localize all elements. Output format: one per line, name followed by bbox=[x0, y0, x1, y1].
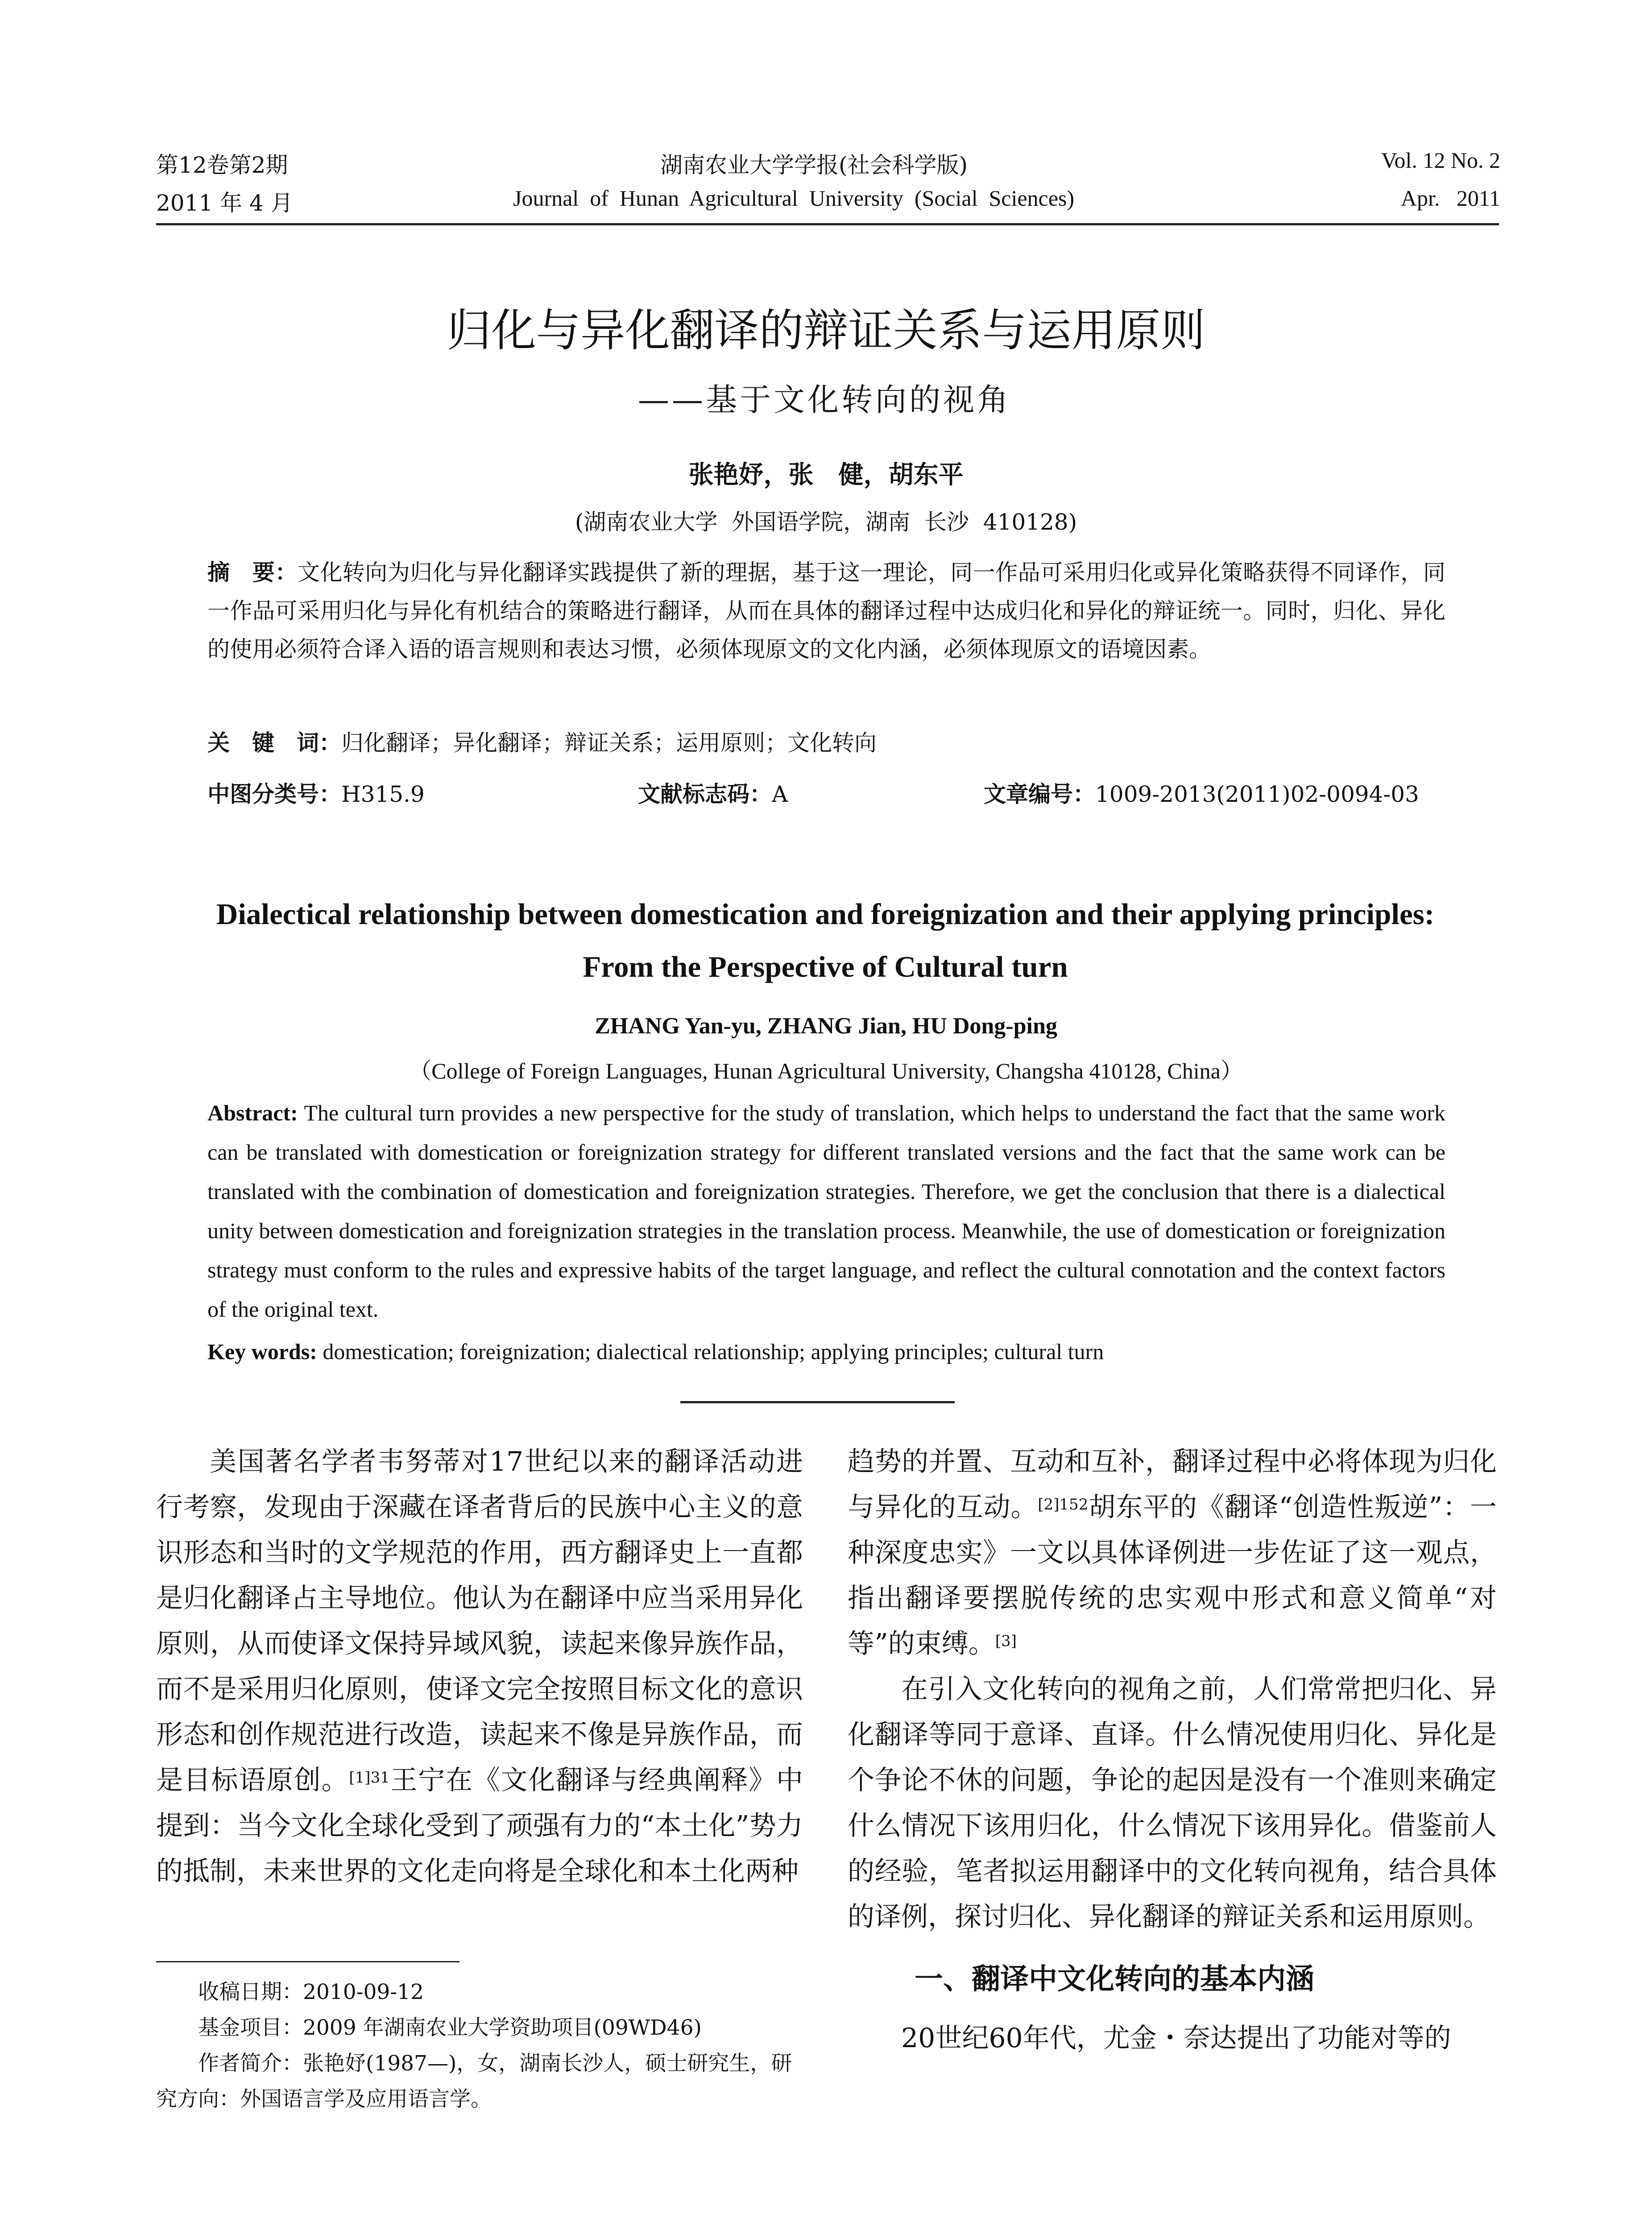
body-paragraph: 20世纪60年代，尤金・奈达提出了功能对等的 bbox=[901, 2023, 1451, 2054]
citation-ref: [3] bbox=[995, 1632, 1017, 1650]
abstract-cn-text: 文化转向为归化与异化翻译实践提供了新的理据，基于这一理论，同一作品可采用归化或异化策略获得不同译作，同一作品可采用归化与异化有机结合的策略进行翻译，从而在具体的翻译过程中达成归化和异化的辩证统一。同时，归化、异化的使用必须符合译入语的语言规则和表达习惯，必须体现原文的文化内涵，必须体现原文的语境因素。 bbox=[207, 560, 1446, 662]
clc-value: H315.9 bbox=[341, 781, 425, 807]
title-cn: 归化与异化翻译的辩证关系与运用原则 bbox=[447, 304, 1205, 357]
clc-label: 中图分类号： bbox=[207, 781, 341, 807]
header-journal-cn: 湖南农业大学学报(社会科学版) bbox=[660, 152, 968, 178]
body-right-column bbox=[848, 1439, 1497, 2061]
body-text: 趋势的并置、互动和互补，翻译过程中必将体现为归化与异化的互动。 bbox=[848, 1446, 1497, 1523]
abstract-cn bbox=[207, 553, 1445, 668]
body-left-column bbox=[156, 1439, 803, 1894]
title-en: Dialectical relationship between domestication and foreignization and their applying principles: From the Perspective of Cultural turn bbox=[216, 898, 1435, 983]
header-volume-issue-cn: 第12卷第2期 bbox=[156, 152, 288, 178]
body-text: 美国著名学者韦努蒂对17世纪以来的翻译活动进行考察，发现由于深藏在译者背后的民族中心主义的意识形态和当时的文学规范的作用，西方翻译史上一直都是归化翻译占主导地位。他认为在翻译中应当采用异化原则，从而使译文保持异域风貌，读起来像异族作品，而不是采用归化原则，使译文完全按照目标文化的意识形态和创作规范进行改造，读起来不像是异族作品，而是目标语原创。 bbox=[156, 1446, 803, 1796]
footnote-rule bbox=[156, 1961, 460, 1962]
footnote bbox=[156, 1974, 803, 2117]
header-journal-en: Journal of Hunan Agricultural University (Social Sciences) bbox=[513, 186, 1075, 211]
citation-ref: [2]152 bbox=[1038, 1496, 1089, 1514]
keywords-cn bbox=[207, 725, 877, 757]
header-date-en: Apr. 2011 bbox=[1400, 186, 1500, 211]
citation-ref: [1]31 bbox=[349, 1769, 390, 1787]
body-text: 王宁在《文化翻译与经典阐释》中提到：当今文化全球化受到了顽强有力的“本土化”势力的抵制，未来世界的文化走向将是全球化和本土化两种 bbox=[156, 1765, 803, 1887]
header-rule bbox=[156, 223, 1499, 225]
subtitle-cn: ——基于文化转向的视角 bbox=[638, 382, 1011, 418]
abstract-en-label: Abstract: bbox=[207, 1100, 298, 1125]
header-volume-issue-en: Vol. 12 No. 2 bbox=[1381, 148, 1500, 173]
document-code bbox=[638, 776, 788, 809]
body-paragraph bbox=[156, 1439, 803, 1894]
keywords-cn-label: 关 键 词： bbox=[207, 730, 341, 756]
authors-en: ZHANG Yan-yu, ZHANG Jian, HU Dong-ping bbox=[595, 1013, 1057, 1039]
body-paragraph: 在引入文化转向的视角之前，人们常常把归化、异化翻译等同于意译、直译。什么情况使用归化、异化是个争论不休的问题，争论的起因是没有一个准则来确定什么情况下该用归化，什么情况下该用异化。借鉴前人的经验，笔者拟运用翻译中的文化转向视角，结合具体的译例，探讨归化、异化翻译的辩证关系和运用原则。 bbox=[848, 1674, 1497, 1932]
header-date-cn: 2011 年 4 月 bbox=[156, 190, 293, 216]
abstract-cn-label: 摘 要： bbox=[207, 560, 298, 585]
doc-code-label: 文献标志码： bbox=[638, 781, 772, 807]
keywords-en-label: Key words: bbox=[207, 1339, 317, 1364]
affiliation-cn: (湖南农业大学 外国语学院，湖南 长沙 410128) bbox=[575, 509, 1077, 535]
body-paragraph bbox=[848, 1439, 1497, 1667]
abstract-en-text: The cultural turn provides a new perspective for the study of translation, which helps to understand the fact that the same work can be translated with domestication or foreignization strategy for different translated versions and the fact that the same work can be translated with the combination of domestication and foreignization strategies. Therefore, we get the conclusion that there is a dialectical unity between domestication and foreignization strategies in the translation process. Meanwhile, the use of domestication or foreignization strategy must conform to the rules and expressive habits of the target language, and reflect the cultural connotation and the context factors of the original text. bbox=[207, 1100, 1446, 1322]
clc-number bbox=[207, 776, 425, 809]
section-heading: 一、翻译中文化转向的基本内涵 bbox=[915, 1963, 1314, 1996]
body-text: 胡东平的《翻译“创造性叛逆”：一种深度忠实》一文以具体译例进一步佐证了这一观点，指出翻译要摆脱传统的忠实观中形式和意义简单“对等”的束缚。 bbox=[848, 1492, 1497, 1659]
footnote-received: 收稿日期：2010-09-12 bbox=[198, 1980, 424, 2004]
keywords-en bbox=[207, 1339, 1104, 1364]
authors-cn: 张艳妤，张 健，胡东平 bbox=[688, 460, 964, 489]
article-number bbox=[984, 776, 1419, 809]
doc-code-value: A bbox=[772, 781, 788, 807]
abstract-en bbox=[207, 1093, 1445, 1329]
keywords-en-text: domestication; foreignization; dialectical relationship; applying principles; cultural turn bbox=[323, 1339, 1104, 1364]
separator-rule bbox=[680, 1401, 955, 1403]
article-number-label: 文章编号： bbox=[984, 781, 1095, 807]
article-number-value: 1009-2013(2011)02-0094-03 bbox=[1095, 781, 1419, 807]
affiliation-en: （College of Foreign Languages, Hunan Agricultural University, Changsha 410128, China） bbox=[409, 1058, 1243, 1083]
keywords-cn-text: 归化翻译；异化翻译；辩证关系；运用原则；文化转向 bbox=[341, 730, 877, 756]
footnote-author-intro: 作者简介：张艳妤(1987—)，女，湖南长沙人，硕士研究生，研究方向：外国语言学及应用语言学。 bbox=[156, 2051, 792, 2111]
footnote-fund: 基金项目：2009 年湖南农业大学资助项目(09WD46) bbox=[198, 2015, 702, 2040]
